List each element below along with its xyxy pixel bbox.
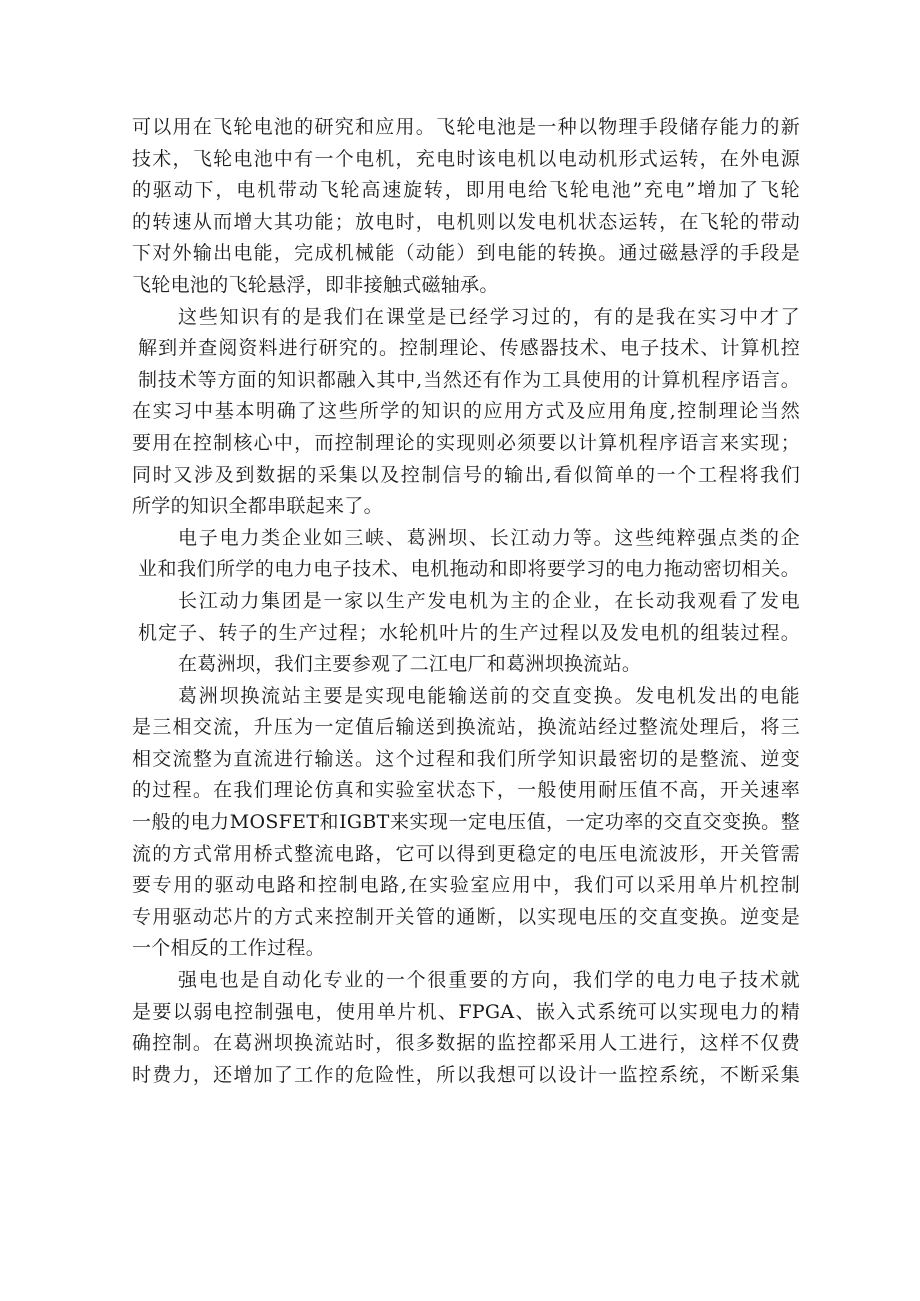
text-line: 的转速从而增大其功能；放电时，电机则以发电机状态运转，在飞轮的带动 [132, 210, 800, 233]
text-line: 时费力，还增加了工作的危险性，所以我想可以设计一监控系统，不断采集 [132, 1063, 800, 1086]
text-line: 要用在控制核心中，而控制理论的实现则必须要以计算机程序语言来实现； [132, 431, 800, 454]
text-line: 是三相交流，升压为一定值后输送到换流站，换流站经过整流处理后，将三 [132, 716, 800, 739]
text-line: 流的方式常用桥式整流电路，它可以得到更稳定的电压电流波形，开关管需 [132, 842, 800, 865]
text-line: 在葛洲坝，我们主要参观了二江电厂和葛洲坝换流站。 [178, 653, 642, 676]
text-line: 是要以弱电控制强电，使用单片机、FPGA、嵌入式系统可以实现电力的精 [132, 1000, 800, 1023]
text-line: 一般的电力MOSFET和IGBT来实现一定电压值，一定功率的交直交变换。整 [132, 811, 800, 834]
text-line: 所学的知识全都串联起来了。 [132, 495, 383, 518]
text-line: 机定子、转子的生产过程；水轮机叶片的生产过程以及发电机的组装过程。 [138, 621, 800, 644]
text-line: 长江动力集团是一家以生产发电机为主的企业，在长动我观看了发电 [178, 589, 800, 612]
text-line: 电子电力类企业如三峡、葛洲坝、长江动力等。这些纯粹强点类的企 [178, 526, 800, 549]
text-line: 的过程。在我们理论仿真和实验室状态下，一般使用耐压值不高，开关速率 [132, 779, 800, 802]
text-line: 的驱动下，电机带动飞轮高速旋转，即用电给飞轮电池”充电”增加了飞轮 [132, 179, 800, 202]
text-line: 业和我们所学的电力电子技术、电机拖动和即将要学习的电力拖动密切相关。 [138, 558, 800, 581]
text-line: 飞轮电池的飞轮悬浮，即非接触式磁轴承。 [132, 273, 499, 296]
text-line: 强电也是自动化专业的一个很重要的方向，我们学的电力电子技术就 [178, 969, 800, 992]
text-line: 下对外输出电能，完成机械能（动能）到电能的转换。通过磁悬浮的手段是 [132, 242, 800, 265]
text-line: 相交流整为直流进行输送。这个过程和我们所学知识最密切的是整流、逆变 [132, 747, 800, 770]
document-body-text [132, 112, 800, 1091]
text-line: 制技术等方面的知识都融入其中,当然还有作为工具使用的计算机程序语言。 [138, 368, 800, 391]
text-line: 技术，飞轮电池中有一个电机，充电时该电机以电动机形式运转，在外电源 [132, 147, 800, 170]
text-line: 可以用在飞轮电池的研究和应用。飞轮电池是一种以物理手段储存能力的新 [132, 116, 800, 138]
text-line: 葛洲坝换流站主要是实现电能输送前的交直变换。发电机发出的电能 [178, 684, 800, 707]
text-line: 这些知识有的是我们在课堂是已经学习过的，有的是我在实习中才了 [178, 305, 800, 328]
text-line: 确控制。在葛洲坝换流站时，很多数据的监控都采用人工进行，这样不仅费 [132, 1032, 800, 1055]
text-line: 解到并查阅资料进行研究的。控制理论、传感器技术、电子技术、计算机控 [138, 337, 800, 360]
text-line: 专用驱动芯片的方式来控制开关管的通断，以实现电压的交直变换。逆变是 [132, 905, 800, 928]
text-line: 同时又涉及到数据的采集以及控制信号的输出,看似简单的一个工程将我们 [132, 463, 800, 486]
text-line: 一个相反的工作过程。 [132, 937, 326, 960]
text-line: 在实习中基本明确了这些所学的知识的应用方式及应用角度,控制理论当然 [132, 400, 800, 423]
text-line: 要专用的驱动电路和控制电路,在实验室应用中，我们可以采用单片机控制 [132, 874, 800, 897]
